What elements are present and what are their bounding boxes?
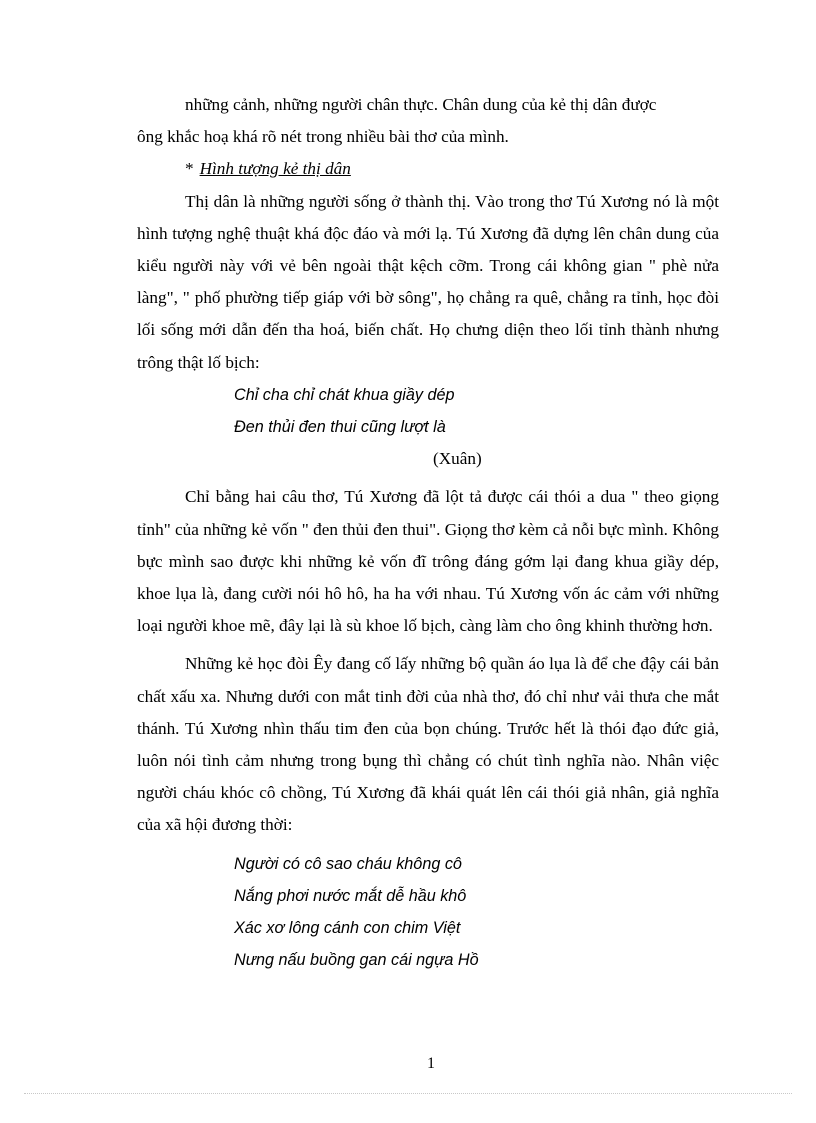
verse-2-line-3: Xác xơ lông cánh con chim Việt — [234, 919, 461, 938]
intro-paragraph — [137, 89, 719, 153]
document-body — [137, 89, 719, 976]
verse-1-line-2: Đen thủi đen thui cũng lượt là — [234, 418, 446, 437]
paragraph-2: Chỉ bằng hai câu thơ, Tú Xương đã lột tả được cái thói a dua " theo giọng tỉnh" của những kẻ vốn " đen thủi đen thui". Giọng thơ kèm cả nỗi bực mình. Không bực mình sao được khi những kẻ vốn đĩ trông đáng gớm lại đang khua giầy dép, khoe lụa là, đang cười nói hô hô, ha ha với nhau. Tú Xương vốn ác cảm với những loại người khoe mẽ, đây lại là sù khoe lố bịch, càng làm cho ông khinh thường hơn. — [137, 487, 719, 636]
paragraph-3: Những kẻ học đòi Êy đang cố lấy những bộ quần áo lụa là để che đậy cái bản chất xấu xa. Nhưng dưới con mắt tinh đời của nhà thơ, đó chỉ như vải thưa che mắt thánh. Tú Xương nhìn thấu tim đen của bọn chúng. Trước hết là thói đạo đức giả, luôn nói tình cảm nhưng trong bụng thì chẳng có chút tình nghĩa nào. Nhân việc người cháu khóc cô chồng, Tú Xương đã khái quát lên cái thói giả nhân, giả nghĩa của xã hội đương thời: — [137, 654, 719, 835]
verse-1-line-1: Chỉ cha chỉ chát khua giầy dép — [234, 385, 455, 404]
verse-2-line-2: Nắng phơi nước mắt dễ hầu khô — [234, 886, 467, 905]
paragraph-1: Thị dân là những người sống ở thành thị. Vào trong thơ Tú Xương nó là một hình tượng nghệ thuật khá độc đáo và mới lạ. Tú Xương đã dựng lên chân dung của kiểu người này với vẻ bên ngoài thật kệch cỡm. Trong cái không gian " phè nửa làng", " phố phường tiếp giáp với bờ sông", họ chẳng ra quê, chẳng ra tỉnh, học đòi lối sống mới dẫn đến tha hoá, biến chất. Họ chưng diện theo lối tỉnh thành nhưng trông thật lố bịch: — [137, 191, 719, 372]
intro-line-2: ông khắc hoạ khá rõ nét trong nhiều bài thơ của mình. — [137, 127, 509, 147]
verse-1-attribution: (Xuân) — [433, 449, 482, 469]
heading-text: Hình tượng kẻ thị dân — [199, 159, 351, 179]
heading-bullet: * — [185, 159, 194, 179]
verse-2-line-1: Người có cô sao cháu không cô — [234, 854, 462, 873]
section-heading — [137, 153, 719, 185]
verse-2-line-4: Nưng nấu buồng gan cái ngựa Hồ — [234, 951, 479, 970]
page-number: 1 — [427, 1055, 435, 1072]
footer-divider — [24, 1093, 792, 1094]
intro-line-1: những cảnh, những người chân thực. Chân dung của kẻ thị dân được — [185, 95, 657, 114]
